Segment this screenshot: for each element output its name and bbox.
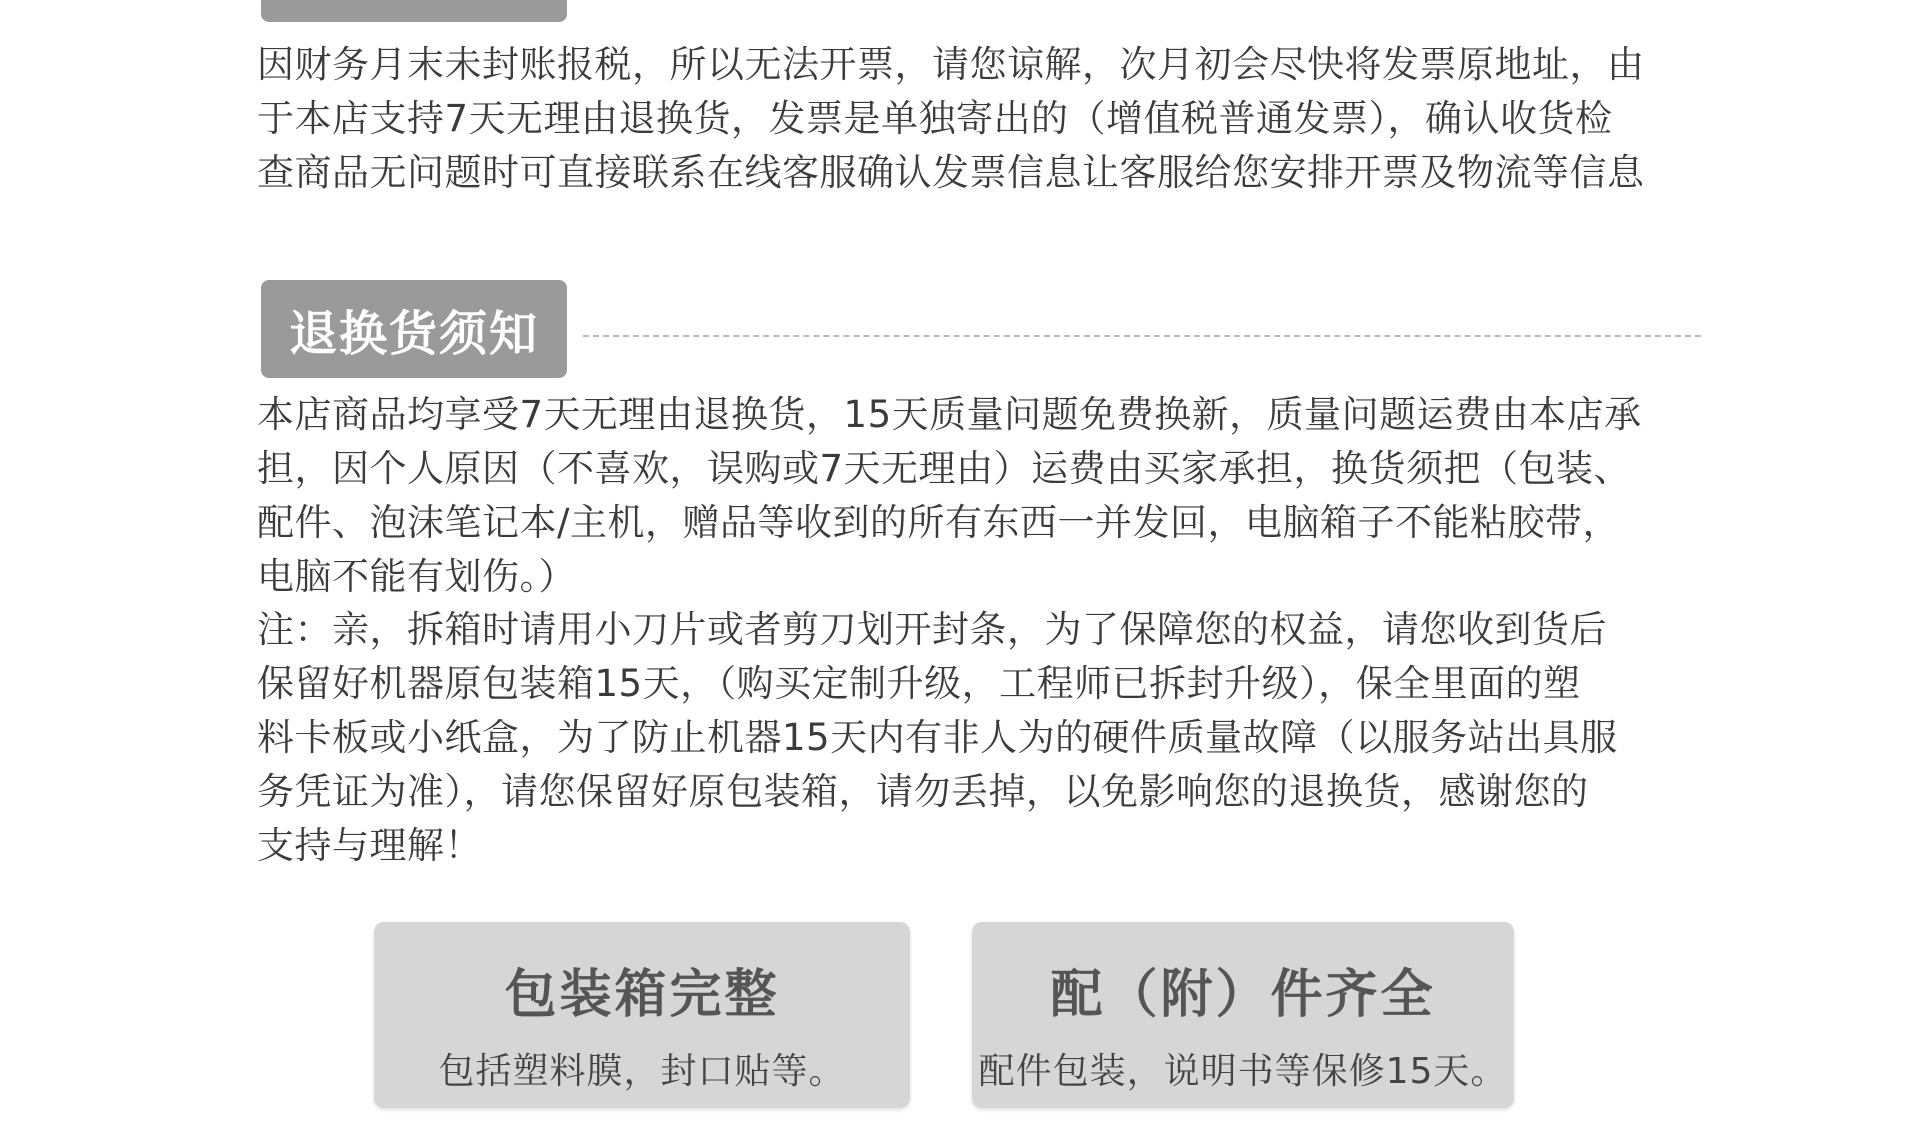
packaging-complete-card — [374, 922, 910, 1108]
returns-section-header — [261, 280, 1701, 378]
accessories-complete-card — [972, 922, 1514, 1108]
returns-note-text: 注：亲，拆箱时请用小刀片或者剪刀划开封条，为了保障您的权益，请您收到货后 保留好机器原包装箱15天，（购买定制升级，工程师已拆封升级），保全里面的塑 料卡板或小纸盒，为了防止机器15天内有非人为的硬件质量故障（以服务站出具服 务凭证为准），请您保留好原包装箱，请勿丢掉，以免影响您的退换货，感谢您的 支持与理解！ — [257, 608, 1618, 867]
accessories-card-subtitle: 配件包装，说明书等保修15天。 — [978, 1051, 1508, 1092]
invoice-section-tag — [261, 0, 567, 22]
accessories-card-title: 配（附）件齐全 — [1050, 965, 1436, 1025]
packaging-card-subtitle: 包括塑料膜，封口贴等。 — [438, 1051, 846, 1092]
returns-policy-text: 本店商品均享受7天无理由退换货，15天质量问题免费换新，质量问题运费由本店承 担，因个人原因（不喜欢，误购或7天无理由）运费由买家承担，换货须把（包装、 配件、泡沫笔记本/主机，赠品等收到的所有东西一并发回，电脑箱子不能粘胶带， 电脑不能有划伤。） — [257, 393, 1642, 598]
packaging-card-title: 包装箱完整 — [504, 965, 780, 1025]
invoice-notice-text: 因财务月末未封账报税，所以无法开票，请您谅解，次月初会尽快将发票原地址，由 于本店支持7天无理由退换货，发票是单独寄出的（增值税普通发票），确认收货检 查商品无问题时可直接联系在线客服确认发票信息让客服给您安排开票及物流等信息 — [257, 43, 1645, 194]
returns-section-tag: 退换货须知 — [261, 280, 567, 378]
dashed-divider — [583, 335, 1701, 337]
